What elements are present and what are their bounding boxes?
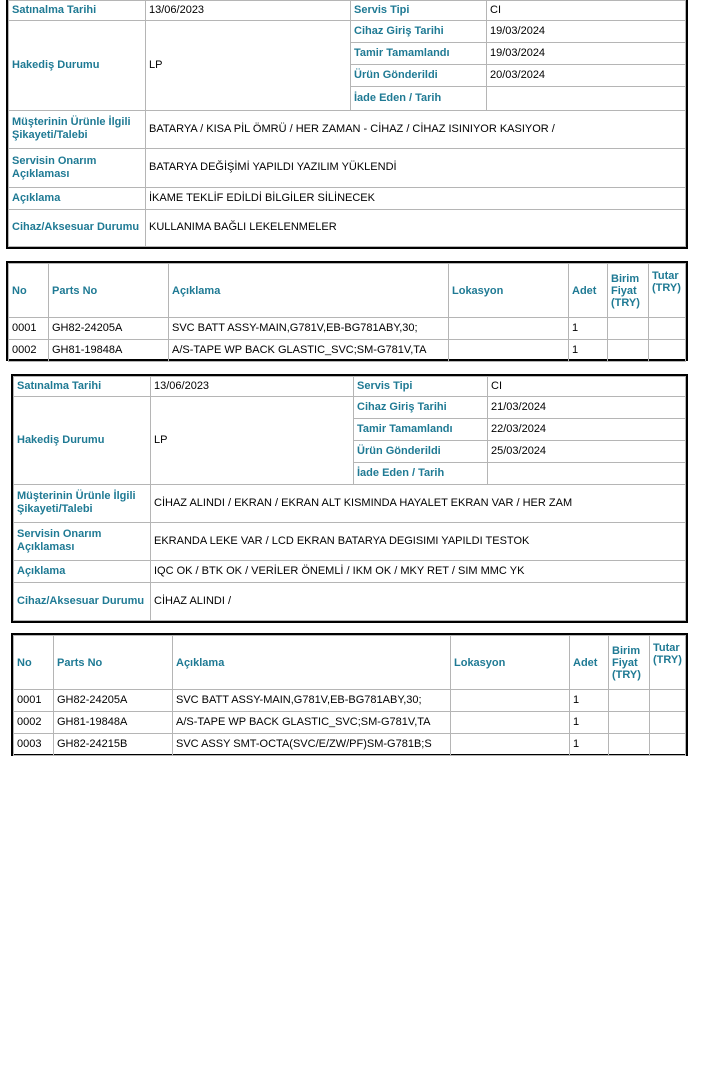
part-location: [451, 734, 570, 756]
service-type-label: Servis Tipi: [354, 377, 488, 397]
part-quantity: 1: [570, 712, 609, 734]
returned-by-date-label: İade Eden / Tarih: [351, 87, 487, 111]
product-shipped-label: Ürün Gönderildi: [354, 441, 488, 463]
part-description: A/S-TAPE WP BACK GLASTIC_SVC;SM-G781V,TA: [169, 340, 449, 362]
part-location: [449, 340, 569, 362]
col-header-unit-price: Birim Fiyat (TRY): [608, 264, 649, 318]
part-location: [449, 318, 569, 340]
col-header-quantity: Adet: [570, 636, 609, 690]
part-quantity: 1: [570, 734, 609, 756]
description-value: İKAME TEKLİF EDİLDİ BİLGİLER SİLİNECEK: [146, 187, 686, 209]
part-no: 0002: [14, 712, 54, 734]
part-no: 0001: [14, 690, 54, 712]
part-total: [649, 318, 686, 340]
col-header-description: Açıklama: [169, 264, 449, 318]
part-unit-price: [608, 318, 649, 340]
part-number: GH82-24215B: [54, 734, 173, 756]
part-quantity: 1: [570, 690, 609, 712]
part-total: [650, 734, 686, 756]
accessory-status-label: Cihaz/Aksesuar Durumu: [9, 209, 146, 246]
service-info-table-1: [6, 0, 688, 249]
accessory-status-value: KULLANIMA BAĞLI LEKELENMELER: [146, 209, 686, 246]
table-row: [9, 318, 686, 340]
part-number: GH82-24205A: [49, 318, 169, 340]
repair-description-value: BATARYA DEĞİŞİMİ YAPILDI YAZILIM YÜKLENDİ: [146, 148, 686, 187]
part-location: [451, 712, 570, 734]
entitlement-status-label: Hakediş Durumu: [14, 397, 151, 485]
table-row: [9, 340, 686, 362]
part-no: 0001: [9, 318, 49, 340]
returned-by-date-value: [487, 87, 686, 111]
parts-table-1: [6, 261, 688, 361]
repair-completed-value: 22/03/2024: [488, 419, 686, 441]
customer-complaint-label: Müşterinin Ürünle İlgili Şikayeti/Talebi: [9, 111, 146, 148]
part-unit-price: [609, 690, 650, 712]
part-description: A/S-TAPE WP BACK GLASTIC_SVC;SM-G781V,TA: [173, 712, 451, 734]
table-row: [14, 690, 686, 712]
product-shipped-value: 20/03/2024: [487, 65, 686, 87]
part-number: GH81-19848A: [49, 340, 169, 362]
purchase-date-value: 13/06/2023: [151, 377, 354, 397]
returned-by-date-label: İade Eden / Tarih: [354, 463, 488, 485]
repair-description-label: Servisin Onarım Açıklaması: [9, 148, 146, 187]
col-header-parts-no: Parts No: [49, 264, 169, 318]
part-number: GH82-24205A: [54, 690, 173, 712]
col-header-description: Açıklama: [173, 636, 451, 690]
part-total: [649, 340, 686, 362]
part-quantity: 1: [569, 318, 608, 340]
part-quantity: 1: [569, 340, 608, 362]
repair-completed-label: Tamir Tamamlandı: [351, 43, 487, 65]
col-header-total: Tutar (TRY): [650, 636, 686, 690]
col-header-parts-no: Parts No: [54, 636, 173, 690]
col-header-unit-price: Birim Fiyat (TRY): [609, 636, 650, 690]
customer-complaint-label: Müşterinin Ürünle İlgili Şikayeti/Talebi: [14, 485, 151, 522]
part-description: SVC BATT ASSY-MAIN,G781V,EB-BG781ABY,30;: [173, 690, 451, 712]
col-header-location: Lokasyon: [451, 636, 570, 690]
entitlement-status-value: LP: [146, 21, 351, 111]
accessory-status-label: Cihaz/Aksesuar Durumu: [14, 582, 151, 620]
customer-complaint-value: BATARYA / KISA PİL ÖMRÜ / HER ZAMAN - CİHAZ / CİHAZ ISINIYOR KASIYOR /: [146, 111, 686, 148]
part-unit-price: [609, 734, 650, 756]
part-number: GH81-19848A: [54, 712, 173, 734]
description-value: IQC OK / BTK OK / VERİLER ÖNEMLİ / IKM OK / MKY RET / SIM MMC YK: [151, 560, 686, 582]
part-description: SVC BATT ASSY-MAIN,G781V,EB-BG781ABY,30;: [169, 318, 449, 340]
col-header-total: Tutar (TRY): [649, 264, 686, 318]
entitlement-status-label: Hakediş Durumu: [9, 21, 146, 111]
service-type-value: CI: [488, 377, 686, 397]
repair-completed-label: Tamir Tamamlandı: [354, 419, 488, 441]
part-description: SVC ASSY SMT-OCTA(SVC/E/ZW/PF)SM-G781B;S: [173, 734, 451, 756]
customer-complaint-value: CİHAZ ALINDI / EKRAN / EKRAN ALT KISMINDA HAYALET EKRAN VAR / HER ZAM: [151, 485, 686, 522]
part-unit-price: [609, 712, 650, 734]
service-type-label: Servis Tipi: [351, 1, 487, 21]
table-row: [14, 712, 686, 734]
parts-table-2: [11, 633, 688, 756]
device-entry-date-label: Cihaz Giriş Tarihi: [351, 21, 487, 43]
part-total: [650, 712, 686, 734]
product-shipped-value: 25/03/2024: [488, 441, 686, 463]
col-header-quantity: Adet: [569, 264, 608, 318]
table-row: [14, 734, 686, 756]
part-unit-price: [608, 340, 649, 362]
accessory-status-value: CİHAZ ALINDI /: [151, 582, 686, 620]
product-shipped-label: Ürün Gönderildi: [351, 65, 487, 87]
device-entry-date-value: 19/03/2024: [487, 21, 686, 43]
repair-completed-value: 19/03/2024: [487, 43, 686, 65]
entitlement-status-value: LP: [151, 397, 354, 485]
col-header-no: No: [9, 264, 49, 318]
col-header-no: No: [14, 636, 54, 690]
purchase-date-label: Satınalma Tarihi: [14, 377, 151, 397]
returned-by-date-value: [488, 463, 686, 485]
repair-description-value: EKRANDA LEKE VAR / LCD EKRAN BATARYA DEGISIMI YAPILDI TESTOK: [151, 522, 686, 560]
service-info-table-2: [11, 374, 688, 623]
purchase-date-value: 13/06/2023: [146, 1, 351, 21]
purchase-date-label: Satınalma Tarihi: [9, 1, 146, 21]
description-label: Açıklama: [14, 560, 151, 582]
device-entry-date-label: Cihaz Giriş Tarihi: [354, 397, 488, 419]
part-location: [451, 690, 570, 712]
part-no: 0003: [14, 734, 54, 756]
repair-description-label: Servisin Onarım Açıklaması: [14, 522, 151, 560]
part-total: [650, 690, 686, 712]
description-label: Açıklama: [9, 187, 146, 209]
service-type-value: CI: [487, 1, 686, 21]
part-no: 0002: [9, 340, 49, 362]
device-entry-date-value: 21/03/2024: [488, 397, 686, 419]
col-header-location: Lokasyon: [449, 264, 569, 318]
